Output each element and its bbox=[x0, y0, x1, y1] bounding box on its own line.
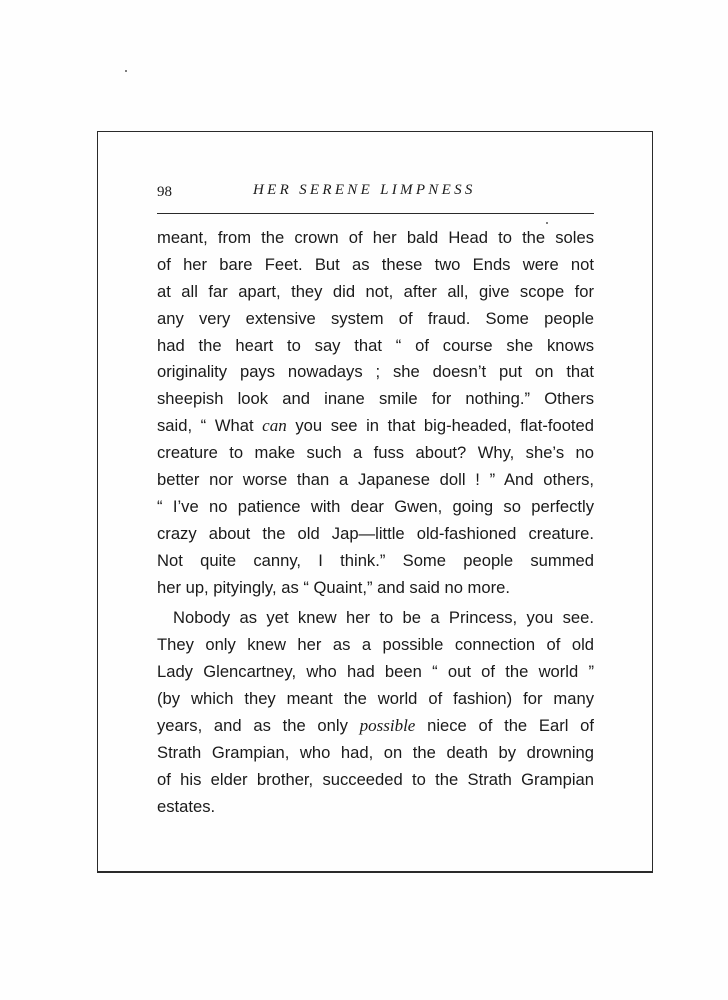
line-segment: had the heart to say that “ of course she knows bbox=[157, 335, 594, 355]
text-line bbox=[157, 252, 594, 279]
text-line bbox=[157, 359, 594, 386]
text-line bbox=[157, 686, 594, 713]
text-line bbox=[157, 386, 594, 413]
text-line bbox=[157, 225, 594, 252]
line-segment: estates. bbox=[157, 796, 216, 816]
emphasized-word: possible bbox=[359, 716, 416, 736]
text-line bbox=[157, 440, 594, 467]
line-segment: years, and as the only bbox=[157, 716, 360, 736]
line-segment: better nor worse than a Japanese doll ! ” And others, bbox=[157, 470, 594, 490]
line-segment: her up, pityingly, as “ Quaint,” and said no more. bbox=[157, 577, 510, 597]
text-line bbox=[157, 413, 594, 440]
text-line bbox=[157, 575, 594, 602]
line-segment: “ I’ve no patience with dear Gwen, going so perfectly bbox=[157, 496, 594, 516]
text-line bbox=[157, 767, 594, 794]
page-number: 98 bbox=[157, 184, 172, 200]
text-line bbox=[157, 494, 594, 521]
line-segment: of his elder brother, succeeded to the Strath Grampian bbox=[157, 769, 594, 789]
emphasized-word: can bbox=[262, 416, 287, 436]
line-segment: creature to make such a fuss about? Why, she’s no bbox=[157, 443, 594, 463]
text-line bbox=[157, 659, 594, 686]
text-line bbox=[157, 794, 594, 821]
body-text bbox=[157, 225, 594, 821]
text-line bbox=[157, 279, 594, 306]
paragraph bbox=[157, 605, 594, 820]
line-segment: (by which they meant the world of fashion) for many bbox=[157, 689, 594, 709]
line-segment: They only knew her as a possible connection of old bbox=[157, 635, 594, 655]
line-segment: Not quite canny, I think.” Some people summed bbox=[157, 550, 594, 570]
text-line bbox=[157, 605, 594, 632]
line-segment: originality pays nowadays ; she doesn’t put on that bbox=[157, 362, 594, 382]
page-speck bbox=[125, 70, 127, 72]
line-segment: niece of the Earl of bbox=[415, 716, 594, 736]
running-head: HER SERENE LIMPNESS bbox=[253, 182, 476, 198]
line-segment: any very extensive system of fraud. Some people bbox=[157, 308, 594, 328]
text-line bbox=[157, 632, 594, 659]
text-line bbox=[157, 333, 594, 360]
text-line bbox=[157, 467, 594, 494]
text-line bbox=[157, 521, 594, 548]
header-rule bbox=[157, 213, 594, 214]
page-header bbox=[157, 180, 594, 210]
line-segment: Lady Glencartney, who had been “ out of the world ” bbox=[157, 662, 594, 682]
line-segment: sheepish look and inane smile for nothing.” Others bbox=[157, 389, 594, 409]
line-segment: you see in that big-headed, flat-footed bbox=[286, 416, 594, 436]
paragraph bbox=[157, 225, 594, 601]
line-segment: at all far apart, they did not, after all, give scope for bbox=[157, 281, 594, 301]
line-segment: of her bare Feet. But as these two Ends were not bbox=[157, 254, 594, 274]
text-line bbox=[157, 306, 594, 333]
line-segment: meant, from the crown of her bald Head to the soles bbox=[157, 228, 594, 247]
text-line bbox=[157, 713, 594, 740]
line-segment: Nobody as yet knew her to be a Princess, you see. bbox=[173, 608, 594, 628]
line-segment: crazy about the old Jap—little old-fashioned creature. bbox=[157, 523, 594, 543]
line-segment: said, “ What bbox=[157, 416, 263, 436]
text-line bbox=[157, 548, 594, 575]
line-segment: Strath Grampian, who had, on the death by drowning bbox=[157, 742, 594, 762]
text-line bbox=[157, 740, 594, 767]
